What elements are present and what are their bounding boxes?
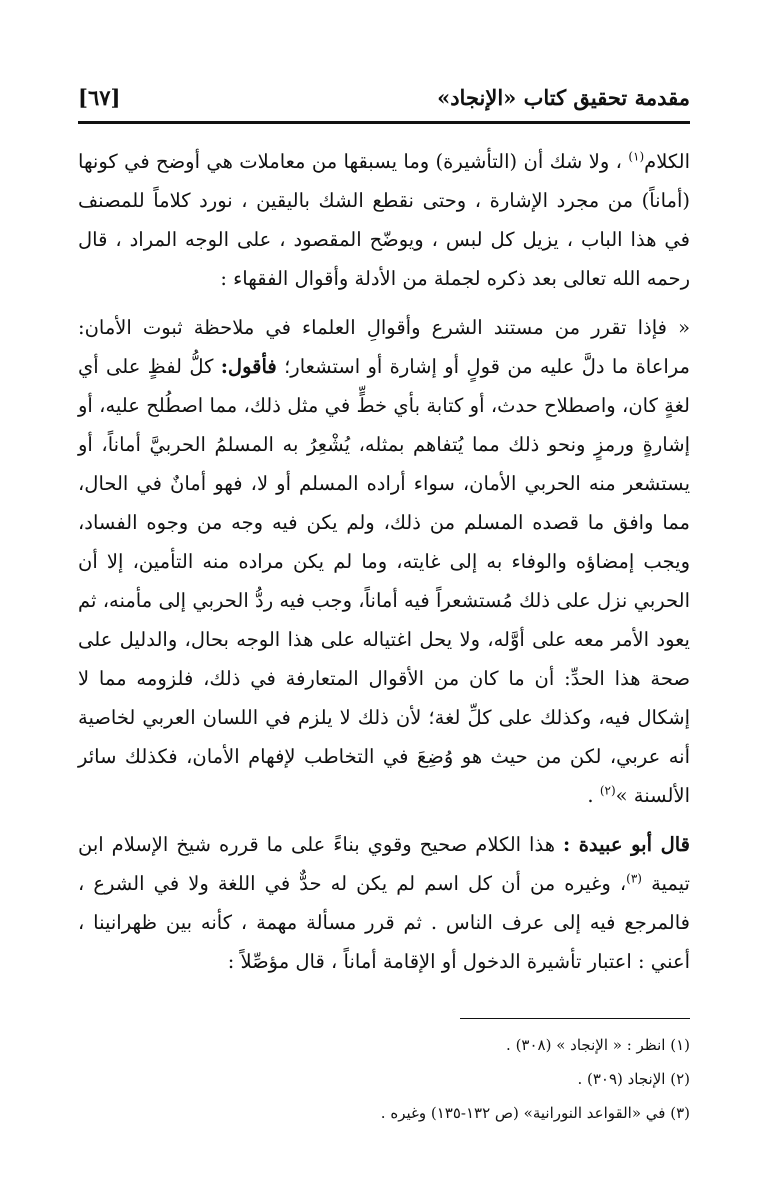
footnote-3: (٣) في «القواعد النورانية» (ص ١٣٢-١٣٥) وغيره . — [380, 1104, 690, 1122]
paragraph-intro-text: ، ولا شك أن (التأشيرة) وما يسبقها من معاملات هي أوضح في كونها (أماناً) من مجرد الإشارة ، وحتى نقطع الشك باليقين ، نورد كلاماً للمصنف في هذا الباب ، يزيل كل لبس ، ويوضّح المقصود ، على الوجه المراد ، قال رحمه الله تعالى بعد ذكره لجملة من الأدلة وأقوال الفقهاء : — [78, 150, 690, 290]
footnote-ref-2[interactable]: (٢) — [599, 783, 616, 798]
commentary-text-b: ، وغيره من أن كل اسم لم يكن له حدٌّ في اللغة ولا في الشرع ، فالمرجع فيه إلى عرف الناس . ثم قرر مسألة مهمة ، كأنه بين ظهرانينا ، أعني : اعتبار تأشيرة الدخول أو الإقامة أماناً ، قال مؤصِّلاً : — [78, 872, 690, 973]
quote-end: . — [587, 784, 594, 807]
page-number: [٦٧] — [78, 84, 121, 110]
quote-lead: فأقول: — [220, 355, 277, 378]
page-header — [78, 80, 690, 114]
quote-part-b: كلُّ لفظٍ على أي لغةٍ كان، واصطلاح حدث، أو كتابة بأي خطٍّ في مثل ذلك، مما اصطُلح عليه، أو إشارةٍ ورمزٍ ونحو ذلك مما يُتفاهم بمثله، يُشْعِرُ به المسلمُ الحربيَّ أماناً، أو يستشعر منه الحربي الأمان، سواء أراده المسلم أو لا، فهو أمانٌ في الحال، مما وافق ما قصده المسلم من ذلك، ولم يكن فيه وجه من وجوه الفساد، ويجب إمضاؤه والوفاء به إلى غايته، وما لم يكن مراده منه التأمين، إلا أن الحربي نزل على ذلك مُستشعراً فيه أماناً، وجب فيه ردُّ الحربي إلى مأمنه، ثم يعود الأمر معه على أوَّله، ولا يحل اغتياله على هذا الوجه بحال، والدليل على صحة هذا الحدِّ: أن ما كان من الأقوال المتعارفة في ذلك، فلزومه مما لا إشكال فيه، وكذلك على كلِّ لغة؛ لأن ذلك لا يلزم في اللسان العربي لخاصية أنه عربي، لكن من حيث هو وُضِعَ في التخاطب لإفهام الأمان، فكذلك سائر الألسنة » — [78, 355, 690, 807]
paragraph-quote — [78, 308, 690, 815]
quote-part-a: « فإذا تقرر من مستند الشرع وأقوالِ العلماء في ملاحظة ثبوت الأمان: مراعاة ما دلَّ عليه من قولٍ أو إشارة أو استشعار؛ — [78, 316, 691, 378]
paragraph-commentary — [78, 825, 690, 981]
footnotes — [78, 1028, 690, 1130]
footnote-divider — [460, 1018, 690, 1019]
paragraph-intro-start: الكلام — [644, 150, 690, 173]
commentary-text-a: هذا الكلام صحيح وقوي بناءً على ما قرره شيخ الإسلام ابن تيمية — [78, 833, 690, 895]
footnote-2: (٢) الإنجاد (٣٠٩) . — [577, 1070, 690, 1088]
main-text — [78, 142, 690, 981]
paragraph-intro — [78, 142, 690, 298]
footnote-ref-1[interactable]: (١) — [628, 149, 645, 164]
header-divider — [78, 121, 690, 124]
footnote-ref-3[interactable]: (٣) — [626, 871, 642, 886]
running-title: مقدمة تحقيق كتاب «الإنجاد» — [437, 84, 690, 110]
footnote-1: (١) انظر : « الإنجاد » (٣٠٨) . — [506, 1036, 690, 1054]
commentary-lead: قال أبو عبيدة : — [562, 833, 690, 856]
